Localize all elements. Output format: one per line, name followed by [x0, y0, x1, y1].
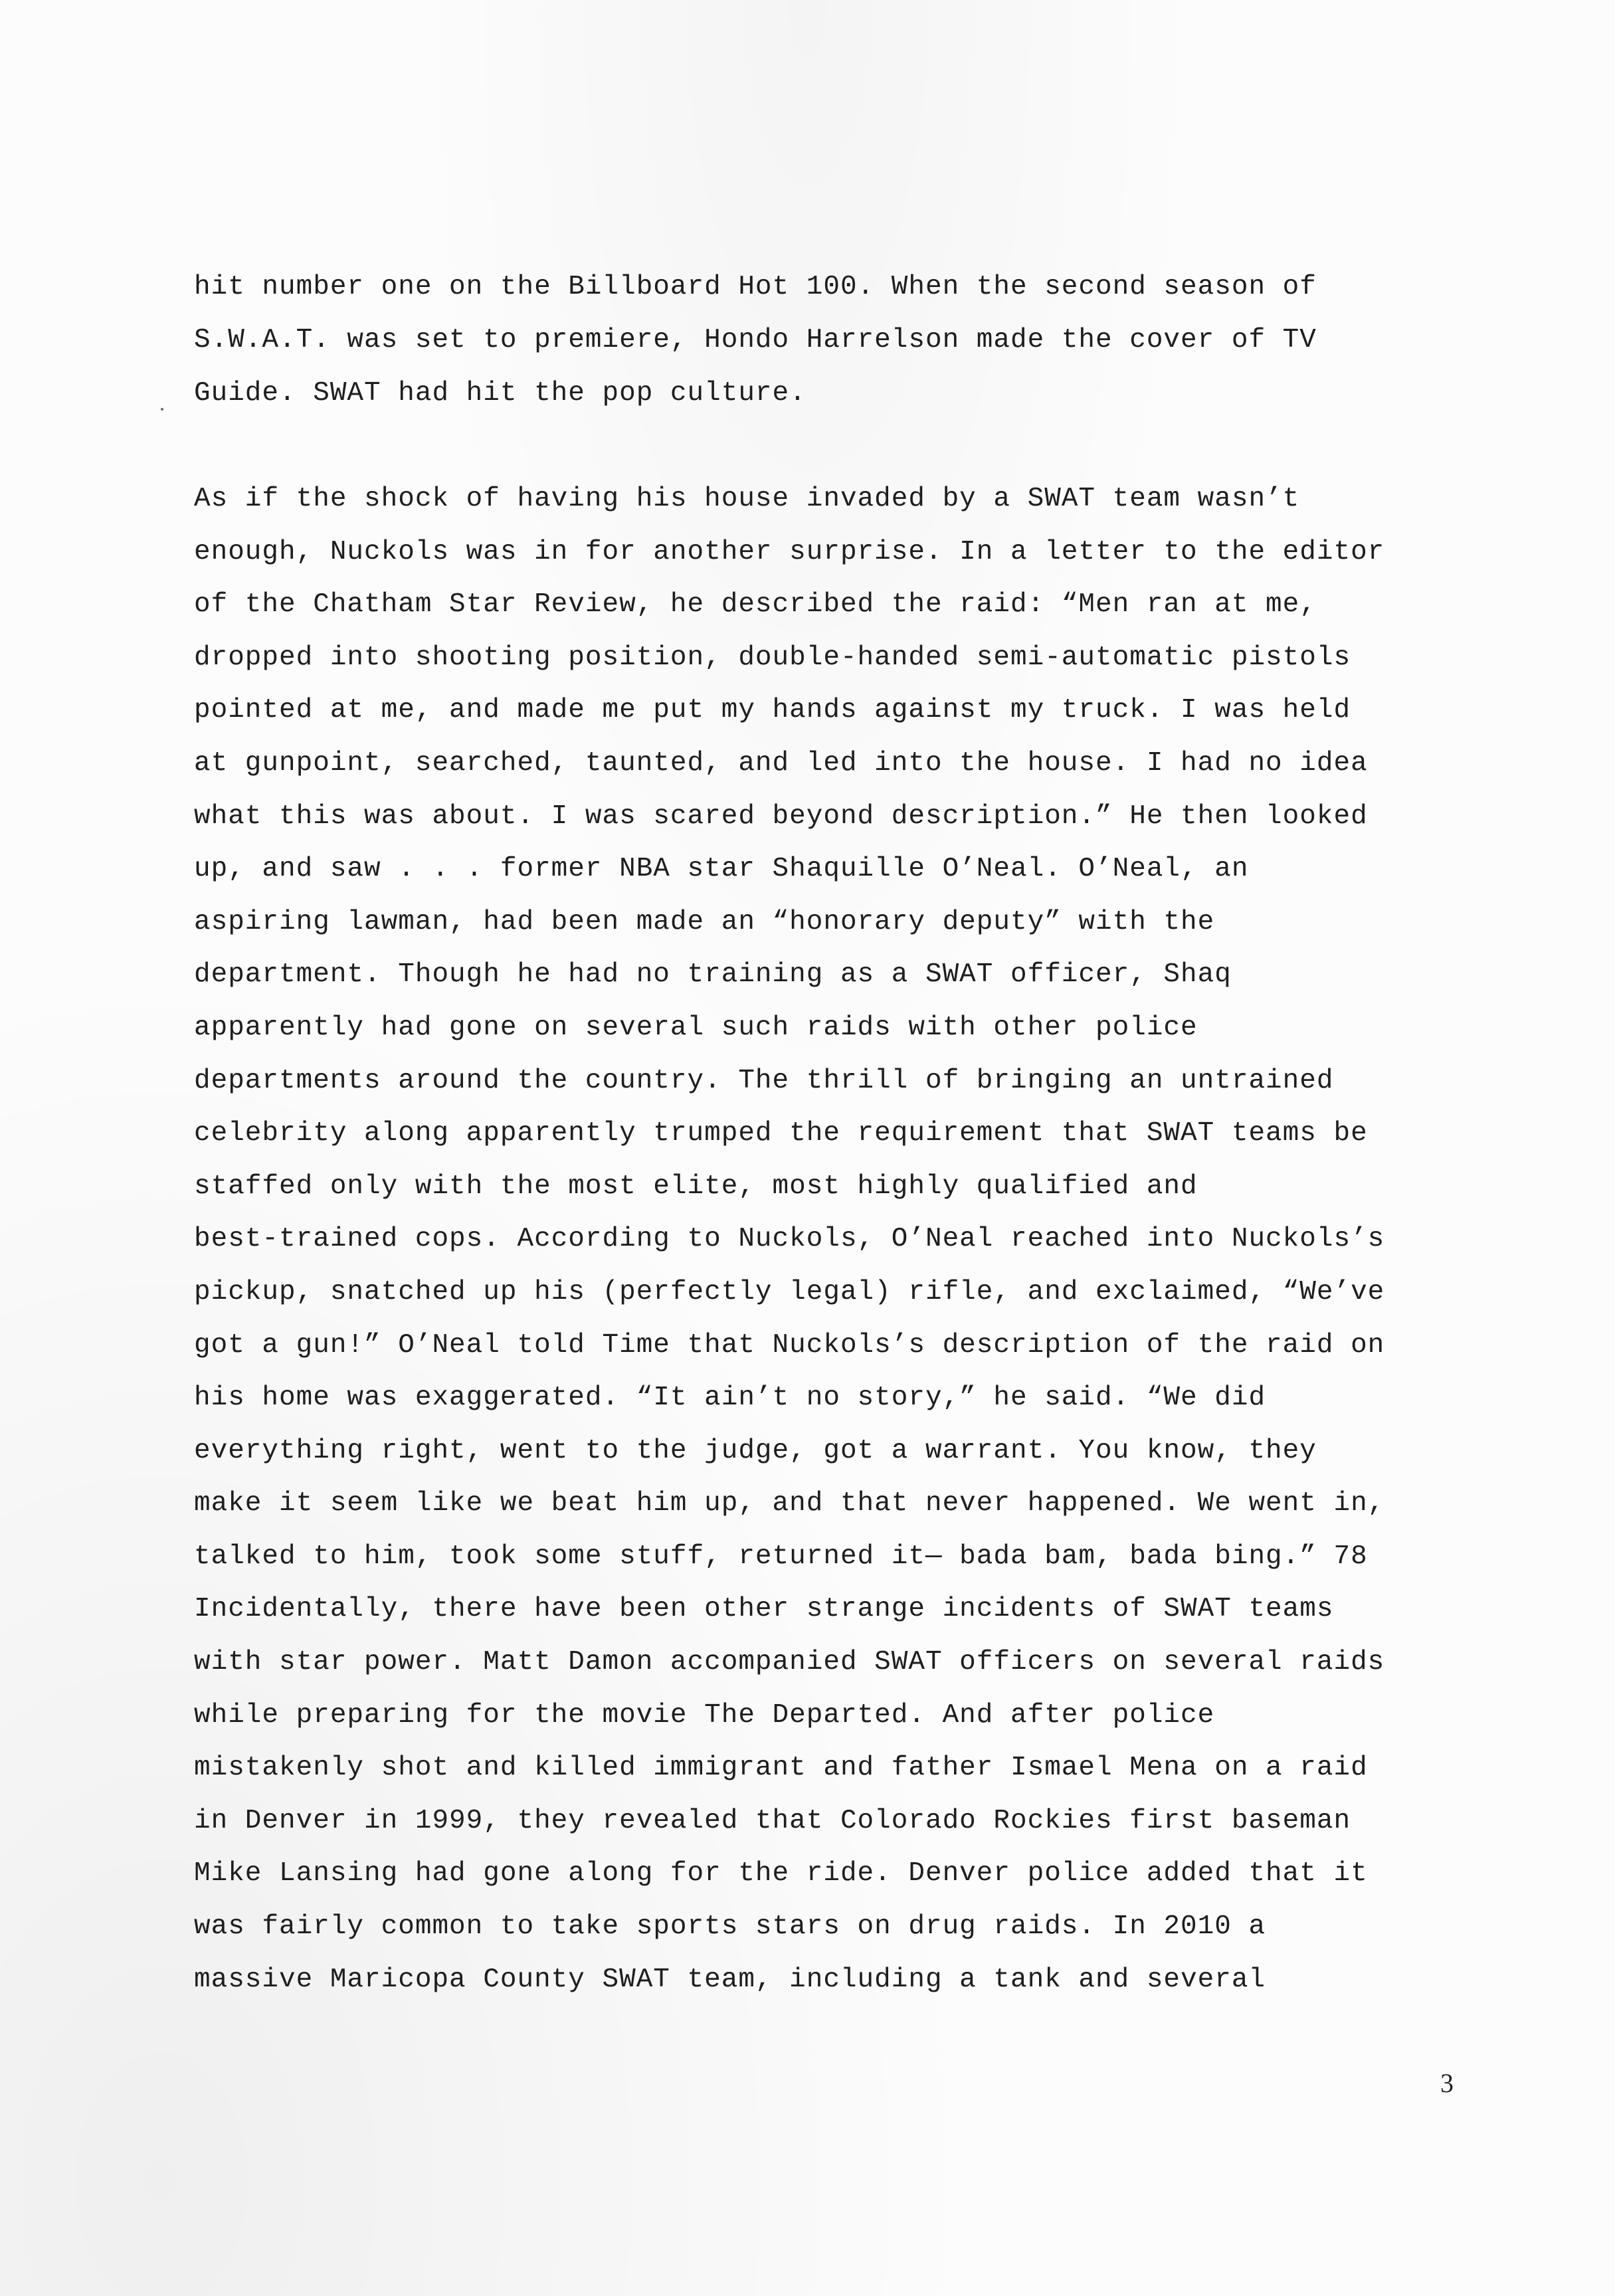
text-line: up, and saw . . . former NBA star Shaquille O’Neal. O’Neal, an [194, 854, 1249, 885]
text-line: got a gun!” O’Neal told Time that Nuckols’s description of the raid on [194, 1329, 1385, 1361]
text-line: mistakenly shot and killed immigrant and father Ismael Mena on a raid [194, 1753, 1368, 1784]
scan-speck [161, 408, 163, 411]
text-line: massive Maricopa County SWAT team, including a tank and several [194, 1964, 1266, 1995]
text-line: hit number one on the Billboard Hot 100. When the second season of [194, 272, 1317, 302]
text-line: was fairly common to take sports stars on drug raids. In 2010 a [194, 1911, 1266, 1943]
text-line: with star power. Matt Damon accompanied SWAT officers on several raids [194, 1647, 1385, 1678]
text-line: everything right, went to the judge, got a warrant. You know, they [194, 1435, 1317, 1466]
text-line: his home was exaggerated. “It ain’t no story,” he said. “We did [194, 1383, 1266, 1414]
text-line: talked to him, took some stuff, returned it— bada bam, bada bing.” 78 [194, 1541, 1368, 1572]
text-line: As if the shock of having his house invaded by a SWAT team wasn’t [194, 484, 1300, 514]
text-line: of the Chatham Star Review, he described the raid: “Men ran at me, [194, 589, 1317, 621]
page-number: 3 [1440, 2068, 1454, 2098]
text-line: department. Though he had no training as a SWAT officer, Shaq [194, 959, 1232, 991]
text-line: enough, Nuckols was in for another surprise. In a letter to the editor [194, 536, 1385, 567]
text-line: what this was about. I was scared beyond description.” He then looked [194, 801, 1368, 832]
paragraph-2 [194, 473, 1496, 2006]
text-line: staffed only with the most elite, most highly qualified and [194, 1171, 1198, 1202]
text-line: aspiring lawman, had been made an “honorary deputy” with the [194, 906, 1215, 937]
text-line: pointed at me, and made me put my hands against my truck. I was held [194, 695, 1351, 726]
paragraph-1 [194, 260, 1496, 420]
text-line: departments around the country. The thrill of bringing an untrained [194, 1065, 1334, 1096]
text-line: at gunpoint, searched, taunted, and led into the house. I had no idea [194, 747, 1368, 779]
text-line: S.W.A.T. was set to premiere, Hondo Harrelson made the cover of TV [194, 325, 1317, 355]
text-line: while preparing for the movie The Departed. And after police [194, 1699, 1215, 1731]
text-line: best-trained cops. According to Nuckols, O’Neal reached into Nuckols’s [194, 1224, 1385, 1255]
text-line: Mike Lansing had gone along for the ride. Denver police added that it [194, 1858, 1368, 1889]
text-line: pickup, snatched up his (perfectly legal) rifle, and exclaimed, “We’ve [194, 1276, 1385, 1307]
text-line: apparently had gone on several such raids with other police [194, 1012, 1198, 1043]
text-line: Guide. SWAT had hit the pop culture. [194, 378, 807, 409]
text-line: make it seem like we beat him up, and that never happened. We went in, [194, 1488, 1385, 1519]
text-line: in Denver in 1999, they revealed that Colorado Rockies first baseman [194, 1805, 1351, 1836]
text-line: Incidentally, there have been other strange incidents of SWAT teams [194, 1594, 1334, 1625]
text-line: celebrity along apparently trumped the requirement that SWAT teams be [194, 1118, 1368, 1149]
text-line: dropped into shooting position, double-handed semi-automatic pistols [194, 642, 1351, 673]
